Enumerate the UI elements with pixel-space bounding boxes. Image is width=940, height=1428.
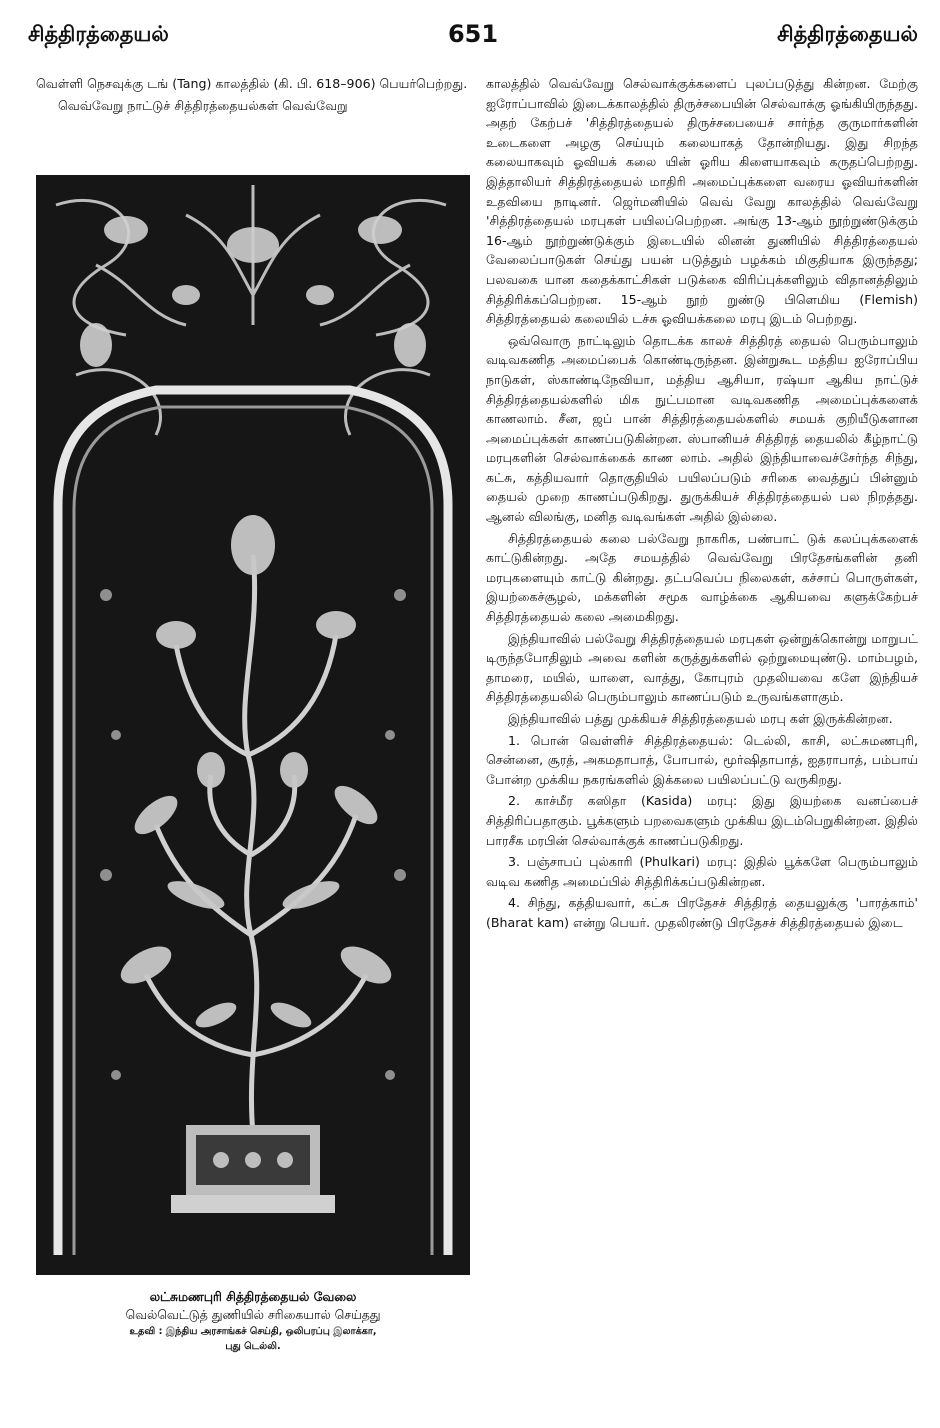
paragraph: 2. காச்மீர கஸிதா (Kasida) மரபு: இது இயற்கை வனப்பைச் சித்திரிப்பதாகும். பூக்களும் பறவைகளும் முக்கிய இடம்பெறுகின்றன. இதில் பாரசீக மரபின் செல்வாக்குக் காணப்படுகிறது. <box>486 793 918 848</box>
running-title-right: சித்திரத்தையல் <box>777 22 918 46</box>
paragraph: சித்திரத்தையல் கலை பல்வேறு நாகரிக, பண்பாட் டுக் கலப்புக்களைக் காட்டுகின்றது. அதே சமயத்தில் வெவ்வேறு பிரதேசங்களின் தனி மரபுகளையும் காட்டு கின்றது. தட்பவெப்ப நிலைகள், கச்சாப் பொருள்கள், இயற்கைச்சூழல், மக்களின் சமூக வாழ்க்கை ஆகியவை களுக்கேற்பச் சித்திரத்தையல் கலை அமைகிறது. <box>486 530 918 625</box>
running-title-left: சித்திரத்தையல் <box>28 22 169 46</box>
paragraph: வெள்ளி நெசவுக்கு டங் (Tang) காலத்தில் (கி. பி. 618–906) பெயர்பெற்றது. <box>36 76 468 91</box>
page-number: 651 <box>447 20 499 48</box>
credit-line: புது டெல்லி. <box>225 1341 281 1352</box>
paragraph: இந்தியாவில் பத்து முக்கியச் சித்திரத்தையல் மரபு கள் இருக்கின்றன. <box>508 711 893 726</box>
right-column <box>486 74 918 935</box>
paragraph: ஒவ்வொரு நாட்டிலும் தொடக்க காலச் சித்திரத் தையல் பெரும்பாலும் வடிவகணித அமைப்பைக் கொண்டிருந்தன. இன்றுகூட மத்திய ஐரோப்பிய நாடுகள், ஸ்காண்டிநேவியா, மத்திய ஆசியா, ரஷ்யா ஆகிய நாட்டுச் சித்திரத்தையல்களில் மிக நுட்பமான வடிவகணித அமைப்புக்களைக் காணலாம். சீன, ஜப் பான் சித்திரத்தையல்களில் சமயக் குறியீடுகளான அமைப்புக்கள் காணப்படுகின்றன. ஸ்பானியச் சித்திரத் தையலில் கீழ்நாட்டு மரபுகளின் செல்வாக்கைக் காண லாம். அதில் இந்தியாவைச்சேர்ந்த சிந்து, கட்சு, கத்தியவார் தொகுதியில் பயிலப்படும் சரிகை வைத்துப் பின்னும் தையல் முறை காணப்படுகிறது. துருக்கியச் சித்திரத்தையல் பல நிறத்தது. ஆனல் விலங்கு, மனித வடிவங்கள் அதில் இல்லை. <box>486 332 918 525</box>
paragraph: 3. பஞ்சாபப் புல்காரி (Phulkari) மரபு: இதில் பூக்களே பெரும்பாலும் வடிவ கணித அமைப்பில் சித்திரிக்கப்படுகின்றன. <box>486 854 918 889</box>
paragraph: 1. பொன் வெள்ளிச் சித்திரத்தையல்: டெல்லி, காசி, லட்சுமணபுரி, சென்னை, சூரத், அகமதாபாத், போபால், மூர்ஷிதாபாத், ஐதராபாத், பம்பாய் போன்ற முக்கிய நகரங்களில் இக்கலை பயிலப்பட்டு வருகிறது. <box>486 732 918 787</box>
figure-caption <box>36 1288 470 1354</box>
left-column <box>36 74 472 117</box>
paragraph: 4. சிந்து, கத்தியவார், கட்சு பிரதேசச் சித்திரத் தையலுக்கு 'பாரத்காம்' (Bharat kam) என்று பெயர். முதலிரண்டு பிரதேசச் சித்திரத்தையல் இடை <box>486 895 918 930</box>
embroidery-illustration <box>36 175 470 1275</box>
caption-subtitle: வெல்வெட்டுத் துணியில் சரிகையால் செய்தது <box>125 1307 381 1322</box>
paragraph: இந்தியாவில் பல்வேறு சித்திரத்தையல் மரபுகள் ஒன்றுக்கொன்று மாறுபட் டிருந்தபோதிலும் அவை களின் கருத்துக்களில் ஒற்றுமையுண்டு. மாம்பழம், தாமரை, மயில், யாளை, வாத்து, கோபுரம் முதலியவை களே இந்தியச் சித்திரத்தையலில் பெரும்பாலும் காணப்படும் உருவங்களாகும். <box>486 630 918 705</box>
credit-line: உதவி : இந்திய அரசாங்கச் செய்தி, ஒலிபரப்பு இலாக்கா, <box>129 1326 377 1337</box>
paragraph: வெவ்வேறு நாட்டுச் சித்திரத்தையல்கள் வெவ்வேறு <box>58 97 348 113</box>
embroidery-image <box>36 175 470 1275</box>
page-header <box>28 18 918 58</box>
paragraph: காலத்தில் வெவ்வேறு செல்வாக்குக்களைப் புலப்படுத்து கின்றன. மேற்கு ஐரோப்பாவில் இடைக்காலத்தில் திருச்சபையின் செல்வாக்கு ஓங்கியிருந்தது. அதற் கேற்பச் 'சித்திரத்தையல் திருச்சபையைச் சார்ந்த குருமார்களின் உடைகளை அழகு செய்யும் கலையாகத் தோன்றியது. இது சிறந்த கலையாகவும் ஓவியக் கலை யின் ஓரிய கிளையாகவும் கருதப்பெற்றது. இத்தாலியர் சித்திரத்தையல் மாதிரி அமைப்புக்களை வரைய ஓவியர்களின் உதவியை நாடினர். ஜெர்மனியில் வெவ் வேறு காலத்தில் வெவ்வேறு 'சித்திரத்தையல் மரபுகள் பயிலப்பெற்றன. அங்கு 13-ஆம் நூற்றுண்டுக்கும் 16-ஆம் நூற்றுண்டுக்கும் இடையில் லினன் துணியில் சித்திரத்தையல் வேலைப்பாடுகள் செய்து பயன் படுத்தும் பழக்கம் மிகுதியாக இருந்தது; பலவகை யான கதைக்காட்சிகள் படுக்கை விரிப்புக்களிலும் விதானத்திலும் சித்திரிக்கப்பெற்றன. 15-ஆம் நூற் றுண்டு பிளெமிய (Flemish) சித்திரத்தையல் கலையில் டச்சு ஓவியக்கலை மரபு இடம் பெற்றது. <box>486 76 918 327</box>
caption-title: லட்சுமணபுரி சித்திரத்தையல் வேலை <box>149 1289 357 1304</box>
